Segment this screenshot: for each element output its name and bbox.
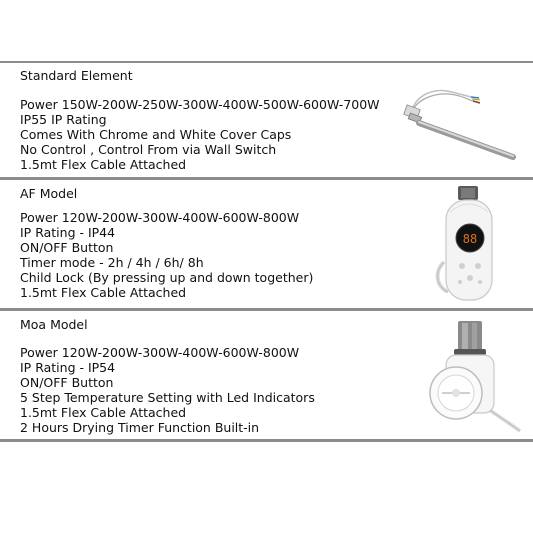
spec-list	[20, 97, 380, 172]
standard-element-rod-icon	[385, 79, 525, 169]
spec-item: No Control , Control From via Wall Switch	[20, 142, 277, 157]
svg-text:88: 88	[462, 232, 478, 246]
section-title: Standard Element	[20, 68, 133, 83]
section-standard-element	[0, 63, 533, 177]
spec-item: Power 120W-200W-300W-400W-600W-800W	[20, 210, 300, 225]
spec-item: Power 120W-200W-300W-400W-600W-800W	[20, 345, 300, 360]
spec-item: IP Rating - IP54	[20, 360, 116, 375]
section-title: AF Model	[20, 186, 78, 201]
spec-item: Timer mode - 2h / 4h / 6h/ 8h	[20, 255, 204, 270]
spec-item: IP55 IP Rating	[20, 112, 107, 127]
spec-item: Child Lock (By pressing up and down together)	[20, 270, 314, 285]
spec-item: 1.5mt Flex Cable Attached	[20, 285, 187, 300]
spec-item: 1.5mt Flex Cable Attached	[20, 405, 187, 420]
divider-bottom	[0, 439, 533, 442]
spec-item: Power 150W-200W-250W-300W-400W-500W-600W-700W	[20, 97, 380, 112]
spec-item: ON/OFF Button	[20, 375, 114, 390]
section-af-model	[0, 180, 533, 308]
af-model-heater-icon	[430, 182, 510, 306]
moa-model-heater-icon	[420, 317, 525, 433]
section-title: Moa Model	[20, 317, 88, 332]
spec-item: Comes With Chrome and White Cover Caps	[20, 127, 292, 142]
spec-list	[20, 345, 315, 435]
spec-item: 2 Hours Drying Timer Function Built-in	[20, 420, 260, 435]
section-moa-model	[0, 311, 533, 439]
spec-list	[20, 210, 313, 300]
spec-item: 1.5mt Flex Cable Attached	[20, 157, 187, 172]
spec-item: 5 Step Temperature Setting with Led Indicators	[20, 390, 315, 405]
spec-item: ON/OFF Button	[20, 240, 114, 255]
spec-item: IP Rating - IP44	[20, 225, 116, 240]
